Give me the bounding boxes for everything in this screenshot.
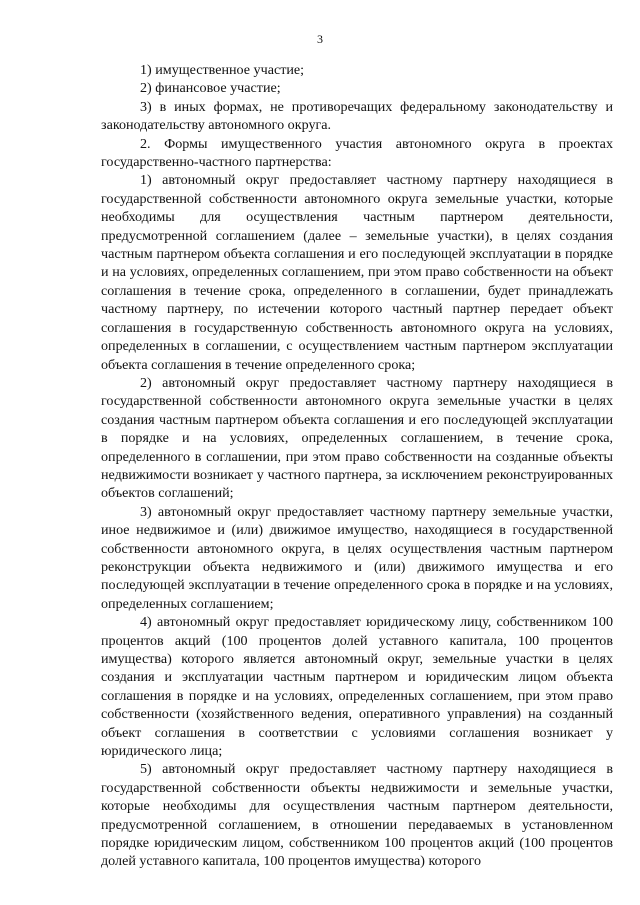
paragraph-item-3: 3) в иных формах, не противоречащих федеральному законодательству и законодательству автономного округа. [101,98,613,134]
paragraph-item-1: 1) имущественное участие; [140,62,305,78]
paragraph-section-2: 2. Формы имущественного участия автономного округа в проектах государственно-частного партнерства: [101,135,613,171]
paragraph-form-1: 1) автономный округ предоставляет частному партнеру находящиеся в государственной собственности автономного округа земельные участки, которые необходимы для осуществления частным партнером деятельности, предусмотренной соглашением (далее – земельные участки), в целях создания частным партнером объекта соглашения и его последующей эксплуатации в порядке и на условиях, определенных соглашением, при этом право собственности на объект соглашения в течение срока, определенного в соглашении, будет принадлежать частному партнеру, по истечении которого частный партнер передает объект соглашения в государственную собственность автономного округа на условиях, определенных в соглашении, с осуществлением частным партнером эксплуатации объекта соглашения в течение определенного срока; [101,172,613,373]
document-body [101,61,613,871]
paragraph-form-3: 3) автономный округ предоставляет частному партнеру земельные участки, иное недвижимое и (или) движимое имущество, находящиеся в государственной собственности автономного округа, в целях осуществления частным партнером реконструкции объекта недвижимого и (или) движимого имущества и его последующей эксплуатации в течение определенного срока в порядке и на условиях, определенных соглашением; [101,503,613,612]
page-number: 3 [317,32,323,46]
paragraph-form-5: 5) автономный округ предоставляет частному партнеру находящиеся в государственной собственности объекты недвижимости и земельные участки, которые необходимы для осуществления частным партнером деятельности, предусмотренной соглашением, в отношении передаваемых в установленном порядке юридическим лицом, собственником 100 процентов акций (100 процентов долей уставного капитала, 100 процентов имущества) которого [101,761,613,870]
paragraph-form-4: 4) автономный округ предоставляет юридическому лицу, собственником 100 процентов акций (100 процентов долей уставного капитала, 100 процентов имущества) которого является автономный округ, земельные участки в целях создания и эксплуатации частным партнером и юридическим лицом объекта соглашения в порядке и на условиях, определенных соглашением, при этом право собственности (хозяйственного ведения, оперативного управления) на созданный объект соглашения в соответствии с условиями соглашения возникает у юридического лица; [101,614,613,760]
paragraph-item-2: 2) финансовое участие; [140,80,281,97]
paragraph-form-2: 2) автономный округ предоставляет частному партнеру находящиеся в государственной собственности автономного округа земельные участки в целях создания частным партнером объекта соглашения и его последующей эксплуатации в порядке и на условиях, определенных соглашением, в течение срока, определенного в соглашении, при этом право собственности на созданные объекты недвижимости возникает у частного партнера, за исключением реконструированных объектов соглашений; [101,374,613,502]
